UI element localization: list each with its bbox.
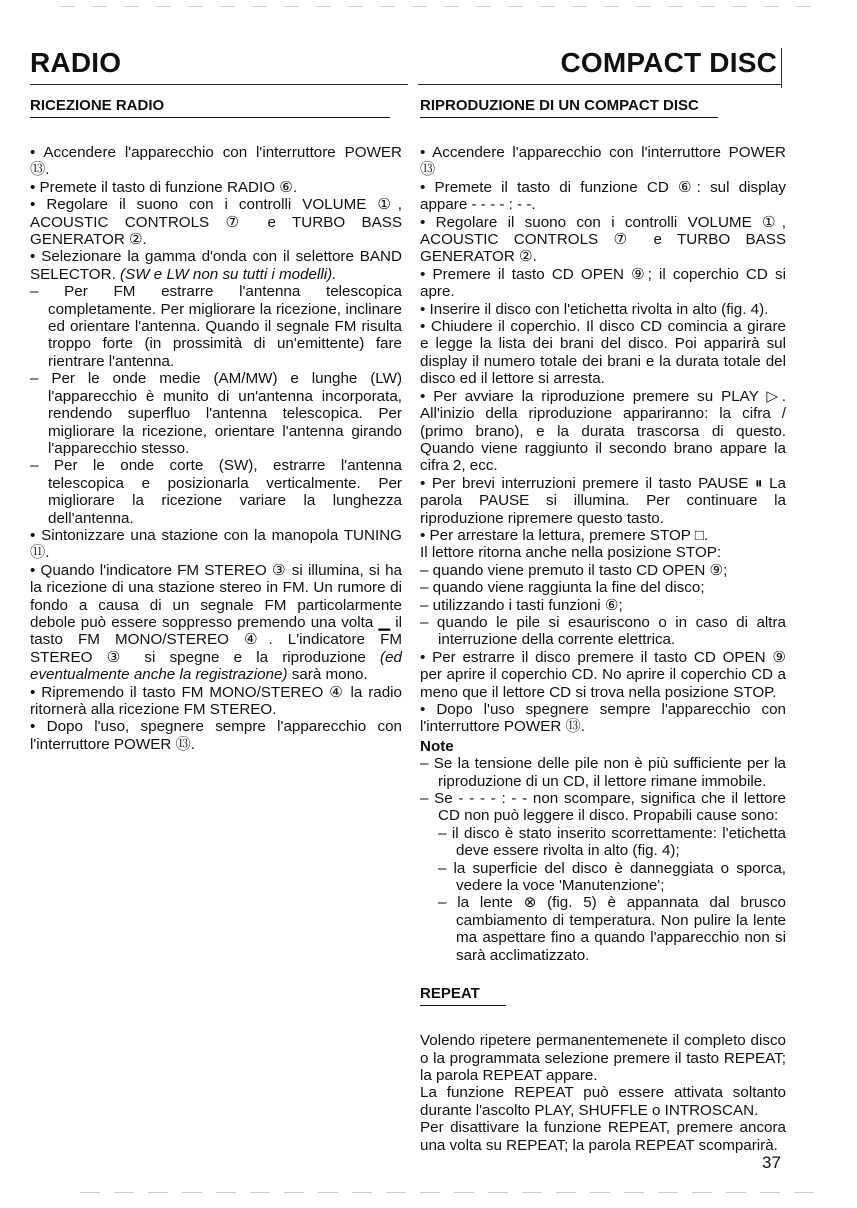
antenna-fm: – Per FM estrarre l'antenna telescopica completamente. Per migliorare la ricezione, inclinare ed orientare l'antenna. Quando il segnale FM risulta troppo forte (in prossimità di un'emittente) fare rientrare l'antenna. [30,283,402,370]
radio-instructions [30,144,402,753]
cd-instructions [420,144,786,964]
antenna-am-lw: – Per le onde medie (AM/MW) e lunghe (LW) l'apparecchio è munito di un'antenna incorporata, rendendo superfluo l'antenna telescopica. Per migliorare la ricezione, orientare l'antenna girando l'apparecchio stesso. [30,370,402,457]
heading-riproduzione-cd: RIPRODUZIONE DI UN COMPACT DISC [420,96,718,118]
bottom-scan-rule [80,1192,820,1193]
repeat-para-1: Volendo ripetere permanentemenete il completo disco o la programmata selezione premere il tasto REPEAT; la parola REPEAT appare. [420,1032,786,1084]
right-column [420,96,786,1154]
cd-step-cd-key: • Premete il tasto di funzione CD ⑥: sul display appare - - - - : - -. [420,178,786,214]
cd-step-extract: • Per estrarre il disco premere il tasto CD OPEN ⑨ per aprire il coperchio CD. No aprire il coperchio CD a meno que il lettore CD si trova nella posizione STOP. [420,648,786,701]
step-stereo [30,562,402,684]
stop-case-function: – utilizzando i tasti funzioni ⑥; [420,596,623,614]
cause-inserted: – il disco è stato inserito scorrettamente: l'etichetta deve essere rivolta in alto (fig. 4); [438,824,786,860]
antenna-sw: – Per le onde corte (SW), estrarre l'antenna telescopica e posizionarla verticalmente. Per migliorare la ricezione variare la lunghezza dell'antenna. [30,457,402,527]
cd-step-insert: • Inserire il disco con l'etichetta rivolta in alto (fig. 4). [420,300,769,318]
step-stereo-note: (ed eventualmente anche la registrazione) [30,648,402,684]
cd-step-play: • Per avviare la riproduzione premere su PLAY ▷. All'inizio della riproduzione appariranno: la cifra / (primo brano), e la durata trascorsa di questo. Quando viene raggiunto il secondo brano appare la cifra 2, ecc. [420,387,786,475]
step-sound: • Regolare il suono con i controlli VOLUME ①, ACOUSTIC CONTROLS ⑦ e TURBO BASS GENERATOR ②. [30,196,402,249]
step-power-off: • Dopo l'uso, spegnere sempre l'apparecchio con l'interruttore POWER ⑬. [30,718,402,753]
note-battery: – Se la tensione delle pile non è più sufficiente per la riproduzione di un CD, il lettore rimane immobile. [420,755,786,790]
page-number: 37 [762,1153,781,1172]
step-power: • Accendere l'apparecchio con l'interruttore POWER ⑬. [30,144,402,179]
step-tuning: • Sintonizzare una stazione con la manopola TUNING ⑪. [30,526,402,562]
cd-step-open: • Premere il tasto CD OPEN ⑨; il coperchio CD si apre. [420,265,786,301]
cause-surface: – la superficie del disco è danneggiata o sporca, vedere la voce 'Manutenzione'; [438,859,786,895]
section-title-radio: RADIO [30,47,122,78]
stop-case-end: – quando viene raggiunta la fine del disco; [420,579,705,597]
step-radio-key: • Premete il tasto di funzione RADIO ⑥. [30,178,298,196]
repeat-para-2: La funzione REPEAT può essere attivata soltanto durante l'ascolto PLAY, SHUFFLE o INTROSCAN. [420,1084,786,1119]
cd-step-power-off: • Dopo l'uso spegnere sempre l'apparecchio con l'interruttore POWER ⑬. [420,701,786,736]
repeat-instructions [420,1032,786,1154]
cd-step-sound: • Regolare il suono con i controlli VOLUME ①, ACOUSTIC CONTROLS ⑦ e TURBO BASS GENERATOR ②. [420,213,786,266]
stop-case-open: – quando viene premuto il tasto CD OPEN ⑨; [420,561,728,579]
top-scan-rule [60,6,820,7]
cd-step-close: • Chiudere il coperchio. Il disco CD comincia a girare e legge la lista dei brani del disco. Poi apparirà sul display il numero totale dei brani e la durata totale del disco ed il lettore si arresta. [420,318,786,388]
header-edge-bar [781,48,782,88]
note-display: – Se - - - - : - - non scompare, significa che il lettore CD non può leggere il disco. Propabili cause sono: [420,790,786,825]
cd-step-stop: • Per arrestare la lettura, premere STOP □. [420,526,709,544]
stop-case-power: – quando le pile si esauriscono o in caso di altra interruzione della corrente elettrica. [420,613,786,649]
heading-ricezione-radio: RICEZIONE RADIO [30,96,390,118]
header-rule-right [418,84,782,85]
cause-lens: – la lente ⊗ (fig. 5) è appannata dal brusco cambiamento di temperatura. Non pulire la lente ma aspettare fino a quando l'apparecchio non si sarà acclimatizzato. [438,894,786,964]
heading-repeat: REPEAT [420,984,506,1006]
step-stereo-again: • Ripremendo il tasto FM MONO/STEREO ④ la radio ritornerà alla ricezione FM STEREO. [30,683,402,718]
left-column [30,96,402,753]
step-band [30,248,402,283]
step-stereo-text: • Quando l'indicatore FM STEREO ③ si illumina, si ha la ricezione di una stazione stereo in FM. Un rumore di fondo a causa di un segnale FM particolarmente debole può essere soppresso premendo una volta ▁ il tasto FM MONO/STEREO ④. L'indicatore FM STEREO ③ si spegne e la riproduzione [30,561,402,666]
step-stereo-end: sarà mono. [291,666,368,684]
cd-stop-intro: Il lettore ritorna anche nella posizione STOP: [420,544,722,562]
cd-step-power: • Accendere l'apparecchio con l'interruttore POWER ⑬ [420,144,786,179]
header-rule-left [30,84,408,85]
note-heading: Note [420,737,454,755]
repeat-para-3: Per disattivare la funzione REPEAT, premere ancora una volta su REPEAT; la parola REPEAT scomparirà. [420,1119,786,1154]
cd-step-pause: • Per brevi interruzioni premere il tasto PAUSE ⏸ La parola PAUSE si illumina. Per continuare la riproduzione ripremere questo tasto. [420,474,786,527]
step-band-note: (SW e LW non su tutti i modelli). [120,265,337,283]
section-title-compact-disc: COMPACT DISC [560,47,777,78]
step-band-text: • Selezionare la gamma d'onda con il selettore BAND SELECTOR. [30,248,402,283]
